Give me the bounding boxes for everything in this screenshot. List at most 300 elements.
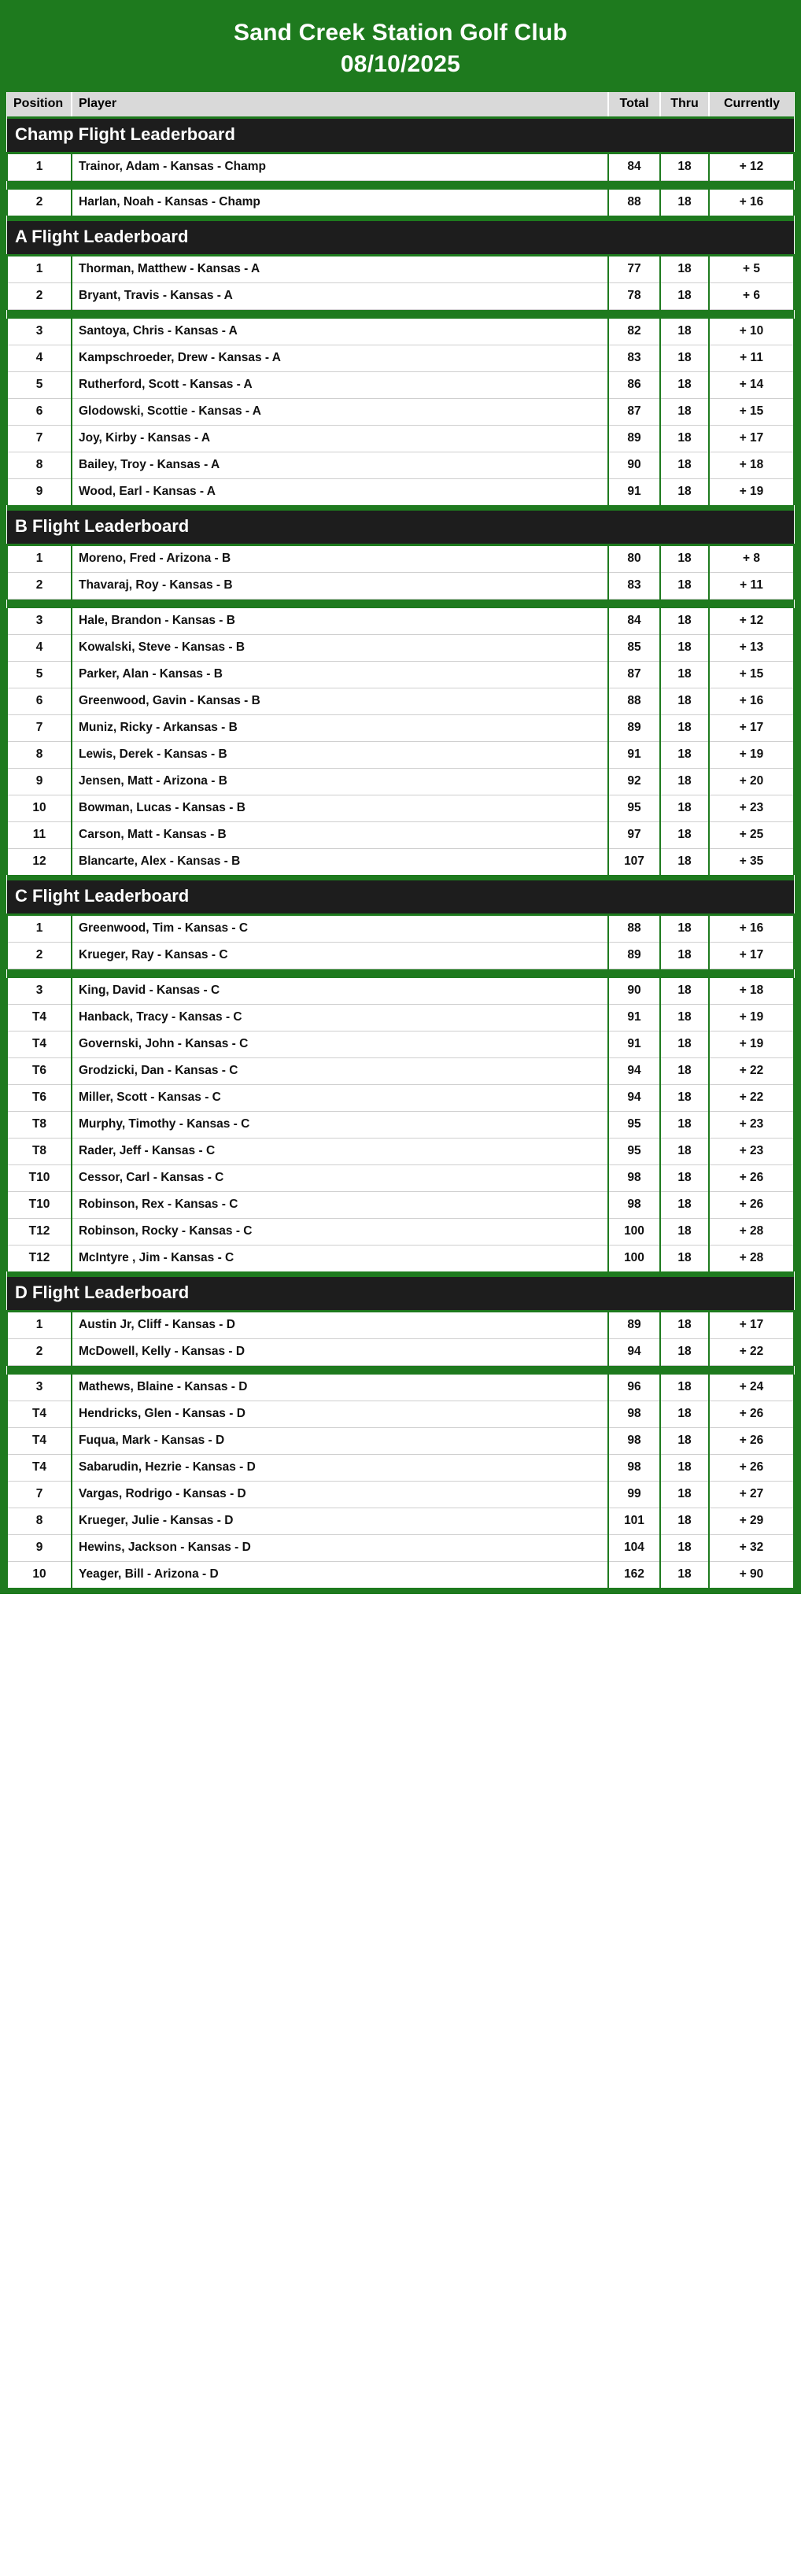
table-row[interactable] xyxy=(7,1246,794,1272)
player-total: 98 xyxy=(608,1428,660,1455)
player-position: 8 xyxy=(7,1508,72,1535)
player-total: 89 xyxy=(608,426,660,452)
player-total: 90 xyxy=(608,978,660,1005)
player-thru: 18 xyxy=(660,1312,709,1339)
player-name: Hewins, Jackson - Kansas - D xyxy=(72,1535,608,1562)
player-position: 10 xyxy=(7,795,72,822)
player-thru: 18 xyxy=(660,1085,709,1112)
player-total: 83 xyxy=(608,345,660,372)
player-thru: 18 xyxy=(660,662,709,688)
player-currently: + 12 xyxy=(709,153,794,181)
player-position: 1 xyxy=(7,545,72,573)
player-name: Grodzicki, Dan - Kansas - C xyxy=(72,1058,608,1085)
flight-header-row xyxy=(7,880,794,915)
column-header-thru: Thru xyxy=(660,92,709,118)
player-total: 88 xyxy=(608,190,660,216)
event-date: 08/10/2025 xyxy=(340,50,461,77)
player-total: 95 xyxy=(608,795,660,822)
player-thru: 18 xyxy=(660,479,709,506)
player-total: 101 xyxy=(608,1508,660,1535)
flight-cut-line xyxy=(7,969,794,979)
table-row[interactable] xyxy=(7,372,794,399)
cut-line-bar xyxy=(7,310,794,319)
player-name: Robinson, Rocky - Kansas - C xyxy=(72,1219,608,1246)
table-row[interactable] xyxy=(7,426,794,452)
player-position: 1 xyxy=(7,256,72,283)
column-header-currently: Currently xyxy=(709,92,794,118)
player-total: 88 xyxy=(608,915,660,943)
player-total: 77 xyxy=(608,256,660,283)
player-thru: 18 xyxy=(660,1339,709,1366)
player-thru: 18 xyxy=(660,688,709,715)
player-position: 8 xyxy=(7,452,72,479)
player-position: T4 xyxy=(7,1005,72,1032)
table-row[interactable] xyxy=(7,1482,794,1508)
player-currently: + 5 xyxy=(709,256,794,283)
player-currently: + 17 xyxy=(709,426,794,452)
table-row[interactable] xyxy=(7,742,794,769)
player-name: Austin Jr, Cliff - Kansas - D xyxy=(72,1312,608,1339)
player-name: Carson, Matt - Kansas - B xyxy=(72,822,608,849)
player-name: Greenwood, Gavin - Kansas - B xyxy=(72,688,608,715)
player-position: 9 xyxy=(7,769,72,795)
player-total: 85 xyxy=(608,635,660,662)
flight-title: D Flight Leaderboard xyxy=(7,1276,794,1312)
course-title: Sand Creek Station Golf Club xyxy=(234,20,567,46)
player-name: Bailey, Troy - Kansas - A xyxy=(72,452,608,479)
column-header-player: Player xyxy=(72,92,608,118)
player-currently: + 26 xyxy=(709,1428,794,1455)
player-name: Bryant, Travis - Kansas - A xyxy=(72,283,608,310)
player-total: 88 xyxy=(608,688,660,715)
player-thru: 18 xyxy=(660,1058,709,1085)
player-thru: 18 xyxy=(660,635,709,662)
table-row[interactable] xyxy=(7,662,794,688)
table-row[interactable] xyxy=(7,345,794,372)
player-currently: + 10 xyxy=(709,319,794,345)
player-thru: 18 xyxy=(660,1246,709,1272)
player-position: 3 xyxy=(7,319,72,345)
table-row[interactable] xyxy=(7,319,794,345)
player-name: Yeager, Bill - Arizona - D xyxy=(72,1562,608,1589)
player-currently: + 19 xyxy=(709,479,794,506)
player-name: Moreno, Fred - Arizona - B xyxy=(72,545,608,573)
player-position: 7 xyxy=(7,1482,72,1508)
player-position: 3 xyxy=(7,978,72,1005)
player-position: 2 xyxy=(7,573,72,600)
player-thru: 18 xyxy=(660,1192,709,1219)
flight-title: B Flight Leaderboard xyxy=(7,510,794,545)
player-thru: 18 xyxy=(660,153,709,181)
player-currently: + 16 xyxy=(709,190,794,216)
player-currently: + 22 xyxy=(709,1058,794,1085)
player-total: 87 xyxy=(608,399,660,426)
player-total: 98 xyxy=(608,1192,660,1219)
player-name: McIntyre , Jim - Kansas - C xyxy=(72,1246,608,1272)
table-row[interactable] xyxy=(7,1165,794,1192)
player-currently: + 15 xyxy=(709,399,794,426)
player-currently: + 17 xyxy=(709,715,794,742)
flight-title: Champ Flight Leaderboard xyxy=(7,118,794,153)
player-currently: + 20 xyxy=(709,769,794,795)
player-thru: 18 xyxy=(660,1005,709,1032)
player-thru: 18 xyxy=(660,319,709,345)
leaderboard-table xyxy=(6,92,795,1588)
player-thru: 18 xyxy=(660,795,709,822)
player-currently: + 27 xyxy=(709,1482,794,1508)
player-thru: 18 xyxy=(660,1375,709,1401)
player-position: 1 xyxy=(7,153,72,181)
table-row[interactable] xyxy=(7,1032,794,1058)
table-row[interactable] xyxy=(7,1339,794,1366)
player-thru: 18 xyxy=(660,1482,709,1508)
player-currently: + 12 xyxy=(709,608,794,635)
player-currently: + 11 xyxy=(709,573,794,600)
player-name: Wood, Earl - Kansas - A xyxy=(72,479,608,506)
table-row[interactable] xyxy=(7,479,794,506)
table-row[interactable] xyxy=(7,190,794,216)
player-position: 1 xyxy=(7,1312,72,1339)
table-row[interactable] xyxy=(7,1455,794,1482)
player-thru: 18 xyxy=(660,573,709,600)
player-total: 86 xyxy=(608,372,660,399)
player-position: 7 xyxy=(7,715,72,742)
player-total: 100 xyxy=(608,1246,660,1272)
player-name: Bowman, Lucas - Kansas - B xyxy=(72,795,608,822)
player-thru: 18 xyxy=(660,372,709,399)
player-total: 92 xyxy=(608,769,660,795)
table-row[interactable] xyxy=(7,1219,794,1246)
cut-line-bar xyxy=(7,969,794,979)
player-currently: + 22 xyxy=(709,1085,794,1112)
flight-cut-line xyxy=(7,600,794,609)
flight-header-row xyxy=(7,220,794,256)
player-currently: + 8 xyxy=(709,545,794,573)
player-name: Cessor, Carl - Kansas - C xyxy=(72,1165,608,1192)
player-name: Trainor, Adam - Kansas - Champ xyxy=(72,153,608,181)
flight-header-row xyxy=(7,118,794,153)
column-header-position: Position xyxy=(7,92,72,118)
player-position: T6 xyxy=(7,1085,72,1112)
player-position: 7 xyxy=(7,426,72,452)
table-row[interactable] xyxy=(7,715,794,742)
player-thru: 18 xyxy=(660,1562,709,1589)
table-row[interactable] xyxy=(7,915,794,943)
flight-cut-line xyxy=(7,310,794,319)
player-name: Joy, Kirby - Kansas - A xyxy=(72,426,608,452)
player-name: Fuqua, Mark - Kansas - D xyxy=(72,1428,608,1455)
player-name: Kowalski, Steve - Kansas - B xyxy=(72,635,608,662)
player-name: Rutherford, Scott - Kansas - A xyxy=(72,372,608,399)
table-row[interactable] xyxy=(7,256,794,283)
player-total: 99 xyxy=(608,1482,660,1508)
player-thru: 18 xyxy=(660,1508,709,1535)
player-thru: 18 xyxy=(660,1535,709,1562)
table-row[interactable] xyxy=(7,1375,794,1401)
player-thru: 18 xyxy=(660,943,709,969)
player-total: 94 xyxy=(608,1085,660,1112)
player-currently: + 32 xyxy=(709,1535,794,1562)
player-currently: + 29 xyxy=(709,1508,794,1535)
player-position: 6 xyxy=(7,688,72,715)
player-position: T6 xyxy=(7,1058,72,1085)
player-thru: 18 xyxy=(660,742,709,769)
player-currently: + 19 xyxy=(709,1005,794,1032)
player-thru: 18 xyxy=(660,1455,709,1482)
player-position: T8 xyxy=(7,1139,72,1165)
player-total: 89 xyxy=(608,943,660,969)
flight-cut-line xyxy=(7,1366,794,1375)
player-thru: 18 xyxy=(660,915,709,943)
player-currently: + 35 xyxy=(709,849,794,876)
player-currently: + 26 xyxy=(709,1455,794,1482)
cut-line-bar xyxy=(7,1366,794,1375)
player-total: 89 xyxy=(608,1312,660,1339)
player-total: 80 xyxy=(608,545,660,573)
player-thru: 18 xyxy=(660,399,709,426)
table-row[interactable] xyxy=(7,1139,794,1165)
table-row[interactable] xyxy=(7,635,794,662)
player-thru: 18 xyxy=(660,345,709,372)
table-row[interactable] xyxy=(7,1005,794,1032)
player-name: Hanback, Tracy - Kansas - C xyxy=(72,1005,608,1032)
player-name: Thorman, Matthew - Kansas - A xyxy=(72,256,608,283)
player-thru: 18 xyxy=(660,452,709,479)
player-thru: 18 xyxy=(660,190,709,216)
table-row[interactable] xyxy=(7,545,794,573)
player-name: Vargas, Rodrigo - Kansas - D xyxy=(72,1482,608,1508)
player-total: 98 xyxy=(608,1165,660,1192)
player-position: T12 xyxy=(7,1246,72,1272)
player-position: 9 xyxy=(7,479,72,506)
player-total: 78 xyxy=(608,283,660,310)
player-total: 95 xyxy=(608,1112,660,1139)
leaderboard-body xyxy=(7,118,794,1589)
player-thru: 18 xyxy=(660,1428,709,1455)
table-row[interactable] xyxy=(7,1192,794,1219)
player-currently: + 19 xyxy=(709,1032,794,1058)
table-row[interactable] xyxy=(7,153,794,181)
player-total: 162 xyxy=(608,1562,660,1589)
player-position: T4 xyxy=(7,1401,72,1428)
table-row[interactable] xyxy=(7,849,794,876)
player-thru: 18 xyxy=(660,256,709,283)
player-total: 82 xyxy=(608,319,660,345)
player-thru: 18 xyxy=(660,545,709,573)
table-row[interactable] xyxy=(7,822,794,849)
player-position: 5 xyxy=(7,662,72,688)
player-position: T10 xyxy=(7,1165,72,1192)
player-name: Hale, Brandon - Kansas - B xyxy=(72,608,608,635)
player-currently: + 22 xyxy=(709,1339,794,1366)
player-position: 5 xyxy=(7,372,72,399)
player-thru: 18 xyxy=(660,849,709,876)
player-name: Thavaraj, Roy - Kansas - B xyxy=(72,573,608,600)
table-row[interactable] xyxy=(7,1085,794,1112)
table-row[interactable] xyxy=(7,608,794,635)
player-currently: + 18 xyxy=(709,978,794,1005)
player-position: 3 xyxy=(7,1375,72,1401)
player-currently: + 6 xyxy=(709,283,794,310)
table-row[interactable] xyxy=(7,1508,794,1535)
player-total: 96 xyxy=(608,1375,660,1401)
player-currently: + 24 xyxy=(709,1375,794,1401)
player-total: 89 xyxy=(608,715,660,742)
player-position: 2 xyxy=(7,190,72,216)
player-thru: 18 xyxy=(660,978,709,1005)
player-thru: 18 xyxy=(660,1139,709,1165)
player-thru: 18 xyxy=(660,769,709,795)
player-currently: + 23 xyxy=(709,1139,794,1165)
player-position: 4 xyxy=(7,635,72,662)
player-currently: + 25 xyxy=(709,822,794,849)
table-row[interactable] xyxy=(7,1401,794,1428)
player-name: Glodowski, Scottie - Kansas - A xyxy=(72,399,608,426)
player-position: T4 xyxy=(7,1032,72,1058)
table-row[interactable] xyxy=(7,1535,794,1562)
table-row[interactable] xyxy=(7,1312,794,1339)
player-total: 98 xyxy=(608,1455,660,1482)
player-thru: 18 xyxy=(660,715,709,742)
table-row[interactable] xyxy=(7,1428,794,1455)
player-total: 84 xyxy=(608,608,660,635)
player-total: 107 xyxy=(608,849,660,876)
player-currently: + 26 xyxy=(709,1165,794,1192)
player-thru: 18 xyxy=(660,822,709,849)
table-row[interactable] xyxy=(7,399,794,426)
player-currently: + 28 xyxy=(709,1219,794,1246)
player-name: Santoya, Chris - Kansas - A xyxy=(72,319,608,345)
player-thru: 18 xyxy=(660,1219,709,1246)
player-thru: 18 xyxy=(660,1165,709,1192)
player-total: 98 xyxy=(608,1401,660,1428)
player-name: Parker, Alan - Kansas - B xyxy=(72,662,608,688)
player-total: 91 xyxy=(608,479,660,506)
player-total: 84 xyxy=(608,153,660,181)
player-name: Lewis, Derek - Kansas - B xyxy=(72,742,608,769)
player-currently: + 16 xyxy=(709,915,794,943)
player-total: 94 xyxy=(608,1058,660,1085)
player-position: 11 xyxy=(7,822,72,849)
player-name: Kampschroeder, Drew - Kansas - A xyxy=(72,345,608,372)
table-row[interactable] xyxy=(7,1058,794,1085)
player-thru: 18 xyxy=(660,1401,709,1428)
player-total: 90 xyxy=(608,452,660,479)
flight-title: A Flight Leaderboard xyxy=(7,220,794,256)
cut-line-bar xyxy=(7,600,794,609)
player-name: Governski, John - Kansas - C xyxy=(72,1032,608,1058)
player-name: Hendricks, Glen - Kansas - D xyxy=(72,1401,608,1428)
table-row[interactable] xyxy=(7,1112,794,1139)
player-position: 8 xyxy=(7,742,72,769)
player-thru: 18 xyxy=(660,1032,709,1058)
player-position: 4 xyxy=(7,345,72,372)
player-currently: + 14 xyxy=(709,372,794,399)
player-name: Rader, Jeff - Kansas - C xyxy=(72,1139,608,1165)
table-row[interactable] xyxy=(7,769,794,795)
table-row[interactable] xyxy=(7,283,794,310)
player-position: 6 xyxy=(7,399,72,426)
table-row[interactable] xyxy=(7,943,794,969)
player-total: 97 xyxy=(608,822,660,849)
player-name: Mathews, Blaine - Kansas - D xyxy=(72,1375,608,1401)
player-currently: + 17 xyxy=(709,943,794,969)
player-position: 12 xyxy=(7,849,72,876)
player-total: 104 xyxy=(608,1535,660,1562)
player-currently: + 23 xyxy=(709,795,794,822)
cut-line-bar xyxy=(7,181,794,190)
player-position: 9 xyxy=(7,1535,72,1562)
player-currently: + 26 xyxy=(709,1401,794,1428)
player-name: Sabarudin, Hezrie - Kansas - D xyxy=(72,1455,608,1482)
player-total: 94 xyxy=(608,1339,660,1366)
table-row[interactable] xyxy=(7,452,794,479)
player-currently: + 28 xyxy=(709,1246,794,1272)
player-position: T10 xyxy=(7,1192,72,1219)
table-row[interactable] xyxy=(7,795,794,822)
player-name: Miller, Scott - Kansas - C xyxy=(72,1085,608,1112)
table-row[interactable] xyxy=(7,688,794,715)
player-thru: 18 xyxy=(660,608,709,635)
player-currently: + 17 xyxy=(709,1312,794,1339)
player-total: 87 xyxy=(608,662,660,688)
player-currently: + 11 xyxy=(709,345,794,372)
player-total: 100 xyxy=(608,1219,660,1246)
flight-header-row xyxy=(7,510,794,545)
player-name: Jensen, Matt - Arizona - B xyxy=(72,769,608,795)
player-name: Murphy, Timothy - Kansas - C xyxy=(72,1112,608,1139)
player-name: Robinson, Rex - Kansas - C xyxy=(72,1192,608,1219)
player-name: Krueger, Julie - Kansas - D xyxy=(72,1508,608,1535)
table-row[interactable] xyxy=(7,978,794,1005)
player-currently: + 15 xyxy=(709,662,794,688)
player-currently: + 16 xyxy=(709,688,794,715)
player-currently: + 26 xyxy=(709,1192,794,1219)
player-total: 95 xyxy=(608,1139,660,1165)
player-name: Harlan, Noah - Kansas - Champ xyxy=(72,190,608,216)
player-thru: 18 xyxy=(660,1112,709,1139)
column-header-total: Total xyxy=(608,92,660,118)
player-total: 91 xyxy=(608,742,660,769)
player-name: McDowell, Kelly - Kansas - D xyxy=(72,1339,608,1366)
player-name: Blancarte, Alex - Kansas - B xyxy=(72,849,608,876)
player-position: 10 xyxy=(7,1562,72,1589)
table-header-row xyxy=(7,92,794,118)
player-name: Muniz, Ricky - Arkansas - B xyxy=(72,715,608,742)
table-row[interactable] xyxy=(7,573,794,600)
player-thru: 18 xyxy=(660,426,709,452)
player-total: 91 xyxy=(608,1032,660,1058)
player-currently: + 90 xyxy=(709,1562,794,1589)
flight-header-row xyxy=(7,1276,794,1312)
player-name: Greenwood, Tim - Kansas - C xyxy=(72,915,608,943)
player-position: T12 xyxy=(7,1219,72,1246)
player-position: T4 xyxy=(7,1428,72,1455)
player-position: T8 xyxy=(7,1112,72,1139)
flight-title: C Flight Leaderboard xyxy=(7,880,794,915)
player-thru: 18 xyxy=(660,283,709,310)
player-position: 2 xyxy=(7,283,72,310)
player-currently: + 19 xyxy=(709,742,794,769)
player-total: 91 xyxy=(608,1005,660,1032)
player-position: 2 xyxy=(7,1339,72,1366)
player-name: King, David - Kansas - C xyxy=(72,978,608,1005)
player-position: T4 xyxy=(7,1455,72,1482)
player-currently: + 23 xyxy=(709,1112,794,1139)
player-currently: + 18 xyxy=(709,452,794,479)
table-row[interactable] xyxy=(7,1562,794,1589)
player-total: 83 xyxy=(608,573,660,600)
